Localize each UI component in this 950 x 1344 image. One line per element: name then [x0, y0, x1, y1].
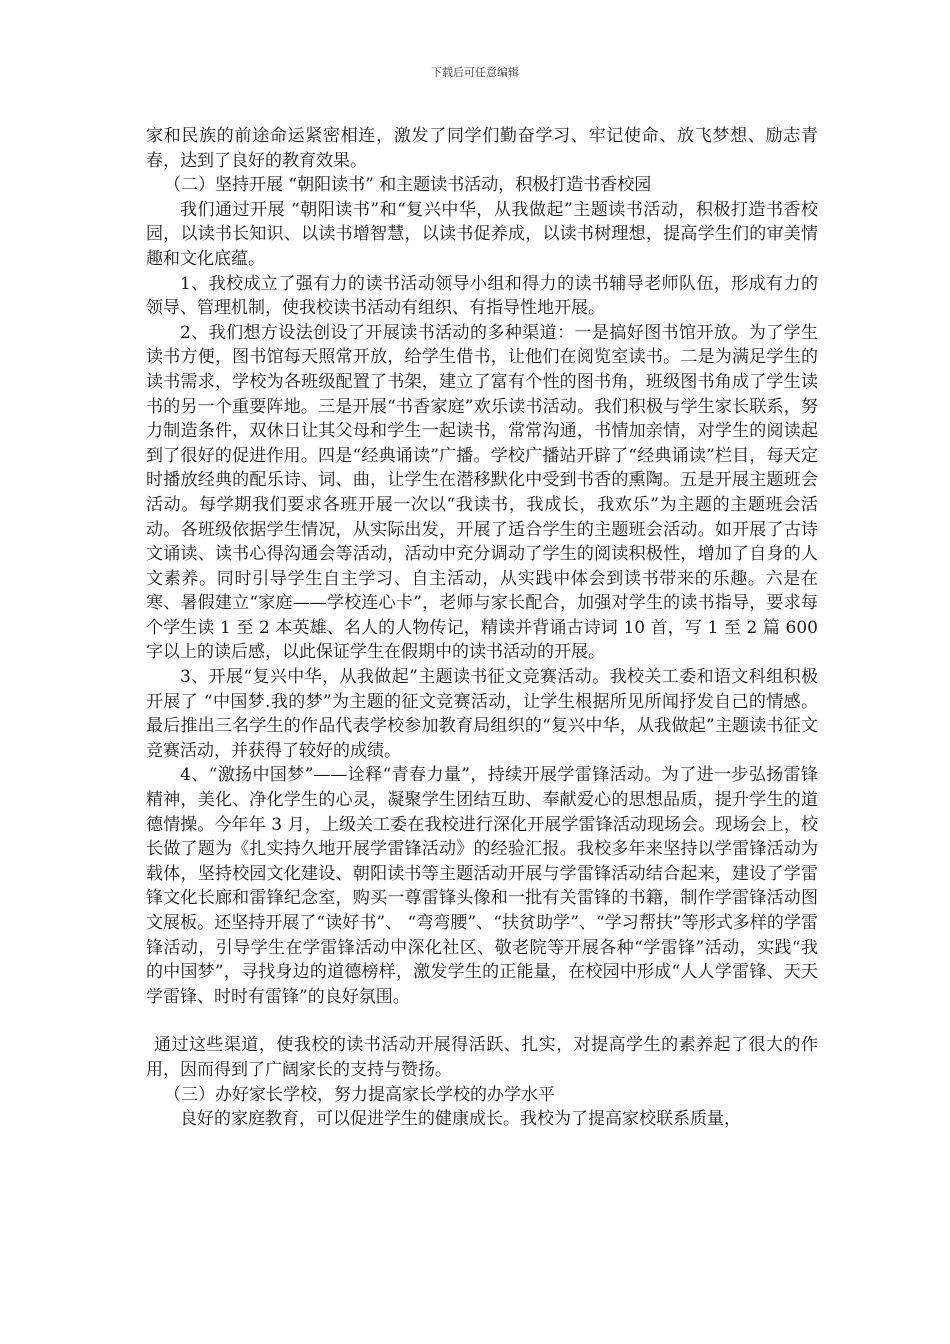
paragraph-item-4: 4、“激扬中国梦”——诠释“青春力量”，持续开展学雷锋活动。为了进一步弘扬雷锋精神，美化、净化学生的心灵，凝聚学生团结互助、奉献爱心的思想品质，提升学生的道德情操。今年年 3 月，上级关工委在我校进行深化开展学雷锋活动现场会。现场会上，校长做了题为《扎实持久地开展学雷锋活动》的经验汇报。我校多年来坚持以学雷锋活动为载体，坚持校园文化建设、朝阳读书等主题活动开展与学雷锋活动结合起来，建设了学雷锋文化长廊和雷锋纪念室，购买一尊雷锋头像和一批有关雷锋的书籍，制作学雷锋活动图文展板。还坚持开展了“读好书”、 “弯弯腰”、“扶贫助学”、“学习帮扶”等形式多样的学雷锋活动，引导学生在学雷锋活动中深化社区、敬老院等开展各种“学雷锋”活动，实践“我的中国梦”，寻找身边的道德榜样，激发学生的正能量，在校园中形成“人人学雷锋、天天学雷锋、时时有雷锋”的良好氛围。 — [146, 765, 818, 1007]
paragraph-continuation: 家和民族的前途命运紧密相连，激发了同学们勤奋学习、牢记使命、放飞梦想、励志青春，达到了良好的教育效果。 — [146, 126, 818, 171]
paragraph-family-education: 良好的家庭教育，可以促进学生的健康成长。我校为了提高家校联系质量， — [180, 1109, 741, 1130]
paragraph-intro: 我们通过开展 “朝阳读书”和“复兴中华，从我做起”主题读书活动，积极打造书香校园，以读书长知识、以读书增智慧，以读书促养成，以读书树理想，提高学生们的审美情趣和文化底蕴。 — [146, 199, 818, 269]
page-header: 下载后可任意编辑 — [431, 66, 519, 79]
paragraph-item-3: 3、开展“复兴中华，从我做起”主题读书征文竞赛活动。我校关工委和语文科组积极开展了 “中国梦.我的梦”为主题的征文竞赛活动，让学生根据所见所闻抒发自己的情感。最后推出三名学生的作品代表学校参加教育局组织的“复兴中华，从我做起”主题读书征文竞赛活动，并获得了较好的成绩。 — [146, 667, 818, 761]
section-heading-3: （三）办好家长学校，努力提高家长学校的办学水平 — [164, 1084, 555, 1105]
paragraph-summary: 通过这些渠道，使我校的读书活动开展得活跃、扎实，对提高学生的素养起了很大的作用，因而得到了广阔家长的支持与赞扬。 — [146, 1035, 818, 1080]
paragraph-item-1: 1、我校成立了强有力的读书活动领导小组和得力的读书辅导老师队伍，形成有力的领导、管理机制，使我校读书活动有组织、有指导性地开展。 — [146, 273, 818, 319]
section-heading-2: （二）坚持开展 “朝阳读书” 和主题读书活动，积极打造书香校园 — [164, 175, 652, 196]
document-body — [146, 124, 818, 1132]
paragraph-item-2: 2、我们想方设法创设了开展读书活动的多种渠道：一是搞好图书馆开放。为了学生读书方便，图书馆每天照常开放，给学生借书，让他们在阅览室读书。二是为满足学生的读书需求，学校为各班级配置了书架，建立了富有个性的图书角，班级图书角成了学生读书的另一个重要阵地。三是开展“书香家庭”欢乐读书活动。我们积极与学生家长联系，努力制造条件，双休日让其父母和学生一起读书，常常沟通，书情加亲情，对学生的阅读起到了很好的促进作用。四是“经典诵读”广播。学校广播站开辟了“经典诵读”栏目，每天定时播放经典的配乐诗、词、曲，让学生在潜移默化中受到书香的熏陶。五是开展主题班会活动。每学期我们要求各班开展一次以“我读书，我成长，我欢乐”为主题的主题班会活动。各班级依据学生情况，从实际出发，开展了适合学生的主题班会活动。如开展了古诗文诵读、读书心得沟通会等活动，活动中充分调动了学生的阅读积极性，增加了自身的人文素养。同时引导学生自主学习、自主活动，从实践中体会到读书带来的乐趣。六是在寒、暑假建立“家庭——学校连心卡”，老师与家长配合，加强对学生的读书指导，要求每个学生读 1 至 2 本英雄、名人的人物传记，精读并背诵古诗词 10 首，写 1 至 2 篇 600 字以上的读后感，以此保证学生在假期中的读书活动的开展。 — [146, 322, 818, 663]
